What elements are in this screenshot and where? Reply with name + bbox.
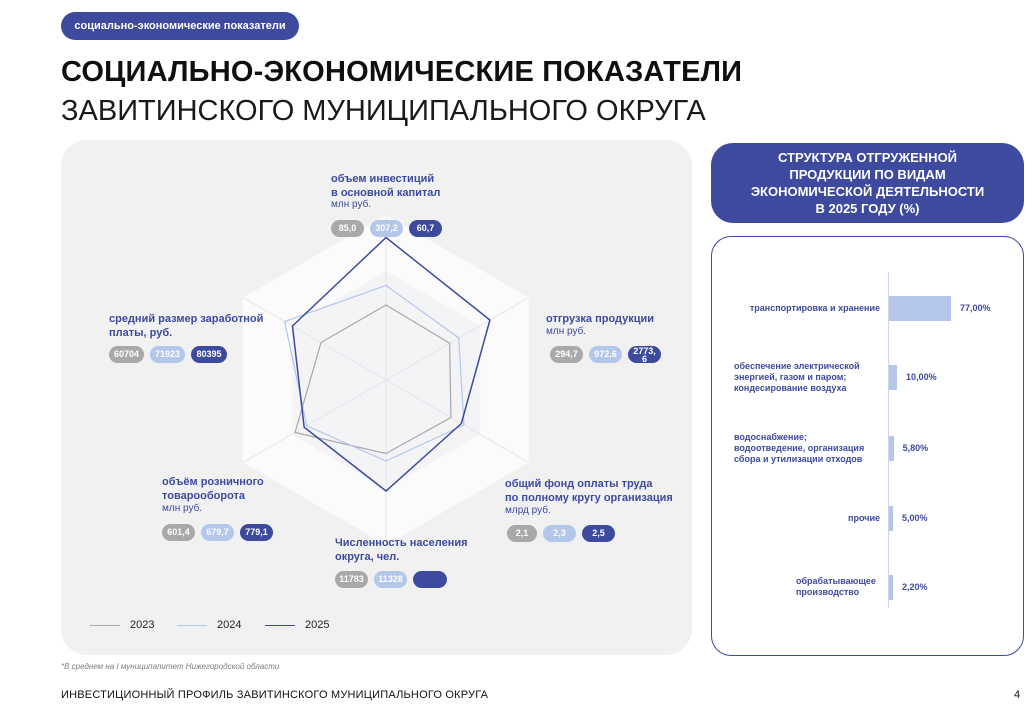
bar-category-line: прочие: [848, 512, 880, 523]
value-pill-2023: 294,7: [550, 346, 583, 363]
value-pill-2025: [628, 346, 661, 363]
bar: [889, 575, 893, 600]
indicator-label: [505, 477, 673, 505]
structure-header: [711, 143, 1024, 223]
indicator-label-line: в основной капитал: [331, 187, 441, 199]
bar-category-label: [796, 576, 880, 598]
legend-label-2023: 2023: [130, 619, 155, 631]
footer-text: ИНВЕСТИЦИОННЫЙ ПРОФИЛЬ ЗАВИТИНСКОГО МУНИЦИПАЛЬНОГО ОКРУГА: [61, 689, 489, 701]
value-pill-2025: 779,1: [240, 524, 273, 541]
indicator-unit: млн руб.: [331, 199, 372, 210]
bar-category-line: обеспечение электрической: [734, 360, 860, 371]
bar-category-line: обрабатывающее: [796, 576, 876, 586]
bar: [889, 365, 897, 390]
page-number: 4: [1014, 689, 1021, 701]
value-pill-2025: 80395: [191, 346, 227, 363]
value-pill-2024: 71923: [150, 346, 185, 363]
structure-header-line: СТРУКТУРА ОТГРУЖЕННОЙ: [777, 150, 958, 165]
bar: [889, 296, 951, 321]
structure-header-line: В 2025 ГОДУ (%): [815, 201, 920, 216]
indicator-label: [162, 475, 264, 503]
value-pill-2024: 2,3: [543, 525, 576, 542]
bar: [889, 506, 893, 531]
bar-category-line: транспортировка и хранение: [749, 302, 880, 313]
bar-category-line: производство: [796, 587, 860, 597]
footnote: *В среднем на I муниципалитет Нижегородской области: [61, 662, 280, 671]
bar-category-label: [734, 432, 880, 465]
indicator-label-line: общий фонд оплаты труда: [505, 478, 653, 490]
legend-label-2025: 2025: [305, 619, 330, 631]
value-pill-2023: 11783: [335, 571, 368, 588]
structure-header-line: ПРОДУКЦИИ ПО ВИДАМ: [789, 167, 946, 182]
bar-category-label: [730, 303, 880, 314]
bar-category-label: [734, 361, 880, 394]
indicator-label-line: объем инвестиций: [331, 173, 435, 185]
value-pill-2024: 972,6: [589, 346, 622, 363]
bar-category-line: водоотведение, организация: [734, 442, 865, 453]
indicator-label-line: Численность населения: [335, 537, 468, 549]
value-pill-line: 2773,: [633, 346, 656, 356]
value-pill-2024: 679,7: [201, 524, 234, 541]
section-tag: социально-экономические показатели: [61, 12, 299, 40]
indicator-label-line: платы, руб.: [109, 327, 173, 339]
bar: [889, 436, 894, 461]
legend-swatch-2024: [177, 625, 207, 626]
indicator-unit: млн руб.: [162, 503, 203, 514]
indicator-unit: млрд руб.: [505, 505, 551, 516]
bar-value-label: 5,00%: [902, 513, 928, 523]
value-pill-2023: 2,1: [507, 525, 537, 542]
value-pill-2025: 60,7: [409, 220, 442, 237]
value-pill-2025: [413, 571, 447, 588]
legend-swatch-2023: [90, 625, 120, 626]
indicator-label: [335, 536, 468, 564]
indicator-label-line: средний размер заработной: [109, 313, 264, 325]
value-pill-2025: 2,5: [582, 525, 615, 542]
bar-value-label: 10,00%: [906, 372, 937, 382]
bar-category-label: [730, 513, 880, 524]
bar-category-line: кондесирование воздуха: [734, 382, 847, 393]
value-pill-2023: 85,0: [331, 220, 364, 237]
legend-swatch-2025: [265, 625, 295, 626]
indicator-label: [331, 172, 440, 200]
bar-value-label: 5,80%: [902, 443, 929, 453]
page-title: СОЦИАЛЬНО-ЭКОНОМИЧЕСКИЕ ПОКАЗАТЕЛИ: [61, 56, 743, 88]
indicator-label: [109, 312, 263, 340]
structure-header-line: ЭКОНОМИЧЕСКОЙ ДЕЯТЕЛЬНОСТИ: [750, 184, 985, 199]
indicator-label-line: отгрузка продукции: [546, 313, 655, 325]
bar-category-line: сбора и утилизации отходов: [734, 453, 863, 464]
indicator-label-line: по полному кругу организация: [505, 492, 673, 504]
indicator-unit: млн руб.: [546, 326, 587, 337]
legend-label-2024: 2024: [217, 619, 242, 631]
bar-value-label: 2,20%: [902, 582, 928, 592]
bar-category-line: энергией, газом и паром;: [734, 371, 847, 382]
value-pill-2023: 601,4: [162, 524, 195, 541]
value-pill-2024: 11328: [374, 571, 407, 588]
indicator-label-line: объём розничного: [162, 476, 264, 488]
indicator-label: [546, 312, 654, 326]
indicator-label-line: округа, чел.: [335, 551, 400, 563]
indicator-label-line: товарооборота: [162, 490, 246, 502]
value-pill-line: 6: [641, 354, 647, 364]
page-subtitle: ЗАВИТИНСКОГО МУНИЦИПАЛЬНОГО ОКРУГА: [61, 95, 706, 127]
bar-category-line: водоснабжение;: [734, 431, 808, 442]
bar-value-label: 77,00%: [960, 303, 991, 313]
value-pill-2023: 60704: [109, 346, 144, 363]
value-pill-2024: 307,2: [370, 220, 403, 237]
